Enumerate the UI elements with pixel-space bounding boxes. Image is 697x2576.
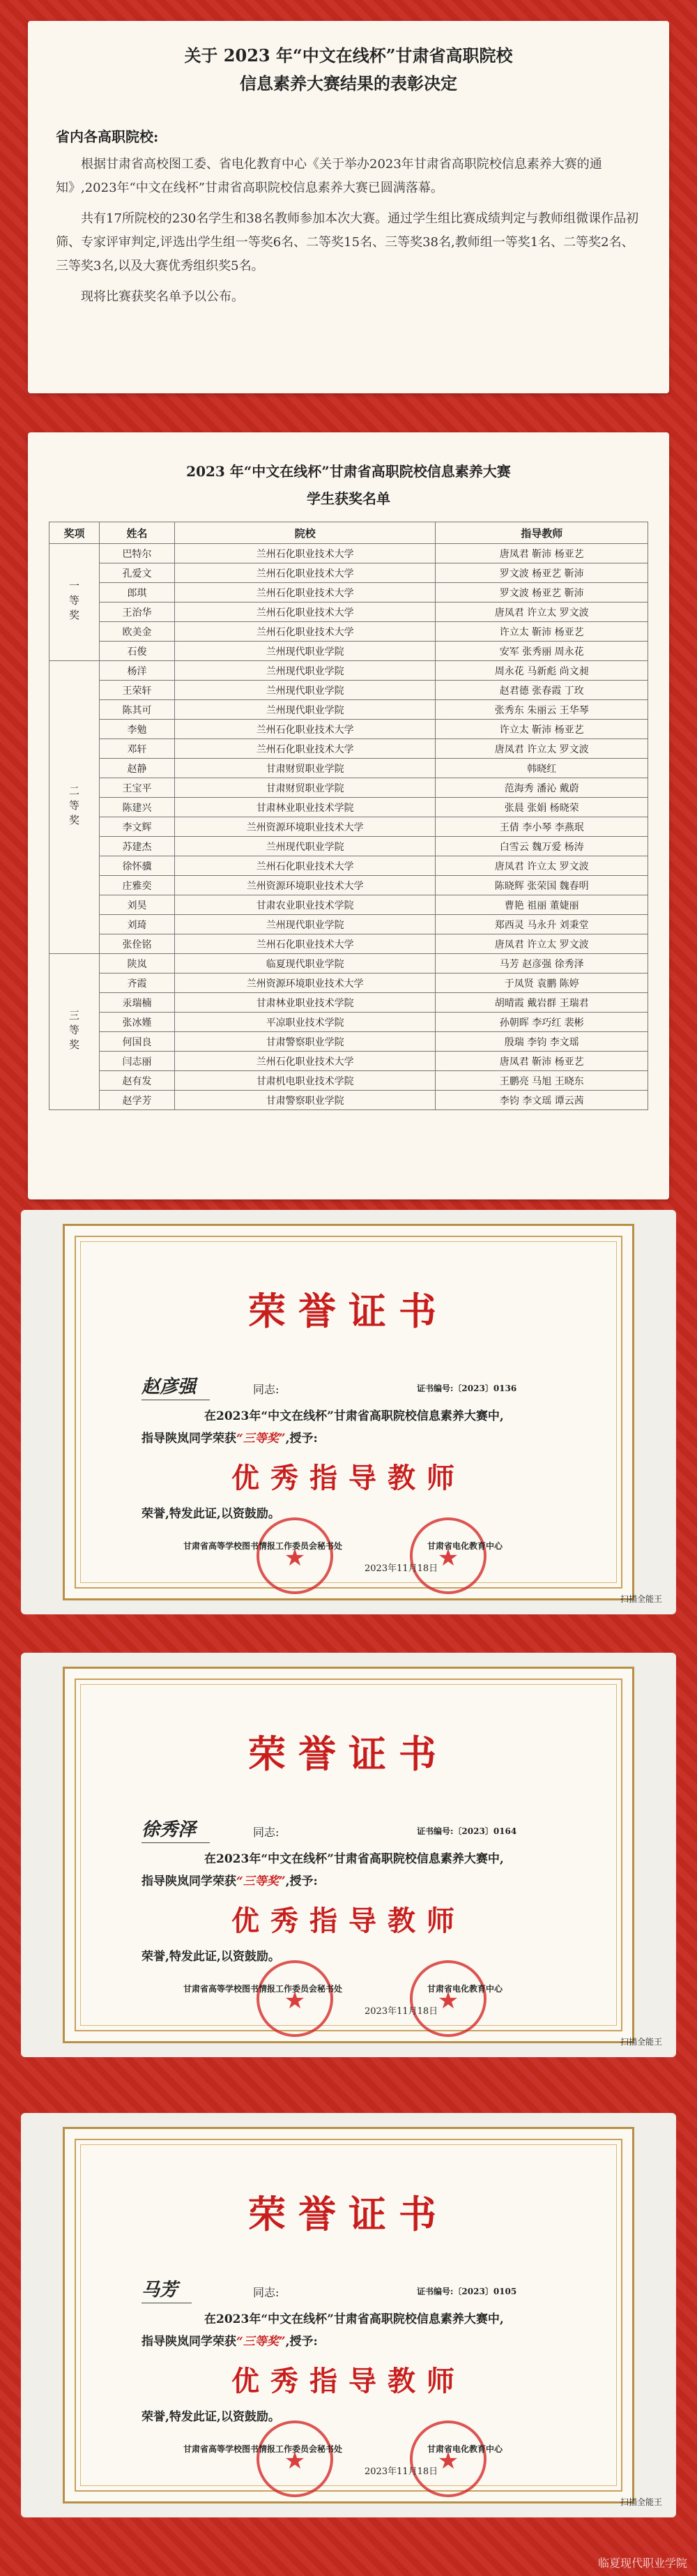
certificate-line-1: 在2023年“中文在线杯”甘肃省高职院校信息素养大赛中, (204, 1852, 504, 1866)
line2-suffix: ,授予: (285, 1874, 318, 1888)
issue-date: 2023年11月18日 (365, 1563, 438, 1574)
school-cell: 兰州现代职业学院 (174, 700, 436, 720)
name-cell: 苏建杰 (100, 837, 175, 856)
table-row (49, 1091, 648, 1110)
teacher-cell: 郑西灵 马永升 刘秉堂 (436, 915, 648, 934)
rank-cell: 一等奖 (49, 544, 100, 661)
official-seal-2 (410, 1517, 487, 1594)
school-cell: 甘肃林业职业技术学院 (174, 798, 436, 817)
school-cell: 兰州资源环境职业技术大学 (174, 973, 436, 993)
issuer-1: 甘肃省高等学校图书情报工作委员会秘书处 (183, 1541, 343, 1551)
certificate (63, 1224, 634, 1600)
award-level: “三等奖” (236, 1432, 286, 1446)
table-row (49, 603, 648, 622)
school-cell: 甘肃财贸职业学院 (174, 759, 436, 778)
name-cell: 王宝平 (100, 778, 175, 798)
teacher-cell: 孙朝晖 李巧红 裴彬 (436, 1013, 648, 1032)
header-teacher: 指导教师 (436, 522, 648, 544)
notice-paragraph-3: 现将比赛获奖名单予以公布。 (81, 289, 244, 304)
teacher-cell: 于凤贤 袁鹏 陈婷 (436, 973, 648, 993)
header-name: 姓名 (100, 522, 175, 544)
table-row (49, 1071, 648, 1091)
table-header-row (49, 522, 648, 544)
name-cell: 赵学芳 (100, 1091, 175, 1110)
teacher-cell: 唐凤君 靳沛 杨亚艺 (436, 1052, 648, 1071)
line2-suffix: ,授予: (285, 1432, 318, 1446)
certificate-number: 证书编号:〔2023〕0136 (417, 1384, 517, 1393)
name-cell: 陈建兴 (100, 798, 175, 817)
table-row (49, 544, 648, 563)
encouragement: 荣誉,特发此证,以资鼓励。 (141, 1507, 280, 1521)
school-cell: 兰州石化职业技术大学 (174, 856, 436, 876)
issuer-1: 甘肃省高等学校图书情报工作委员会秘书处 (183, 2444, 343, 2454)
award-level: “三等奖” (236, 2335, 286, 2349)
name-cell: 赵有发 (100, 1071, 175, 1091)
school-cell: 兰州石化职业技术大学 (174, 544, 436, 563)
table-row (49, 798, 648, 817)
school-cell: 甘肃财贸职业学院 (174, 778, 436, 798)
school-cell: 平凉职业技术学院 (174, 1013, 436, 1032)
certificate-heading: 荣誉证书 (248, 2192, 449, 2236)
table-row (49, 1052, 648, 1071)
teacher-cell: 胡晴霞 戴岩群 王瑞君 (436, 993, 648, 1013)
certificate (63, 2127, 634, 2503)
line2-prefix: 指导陕岚同学荣获 (141, 1874, 236, 1888)
table-row (49, 1013, 648, 1032)
certificate-card-2 (21, 1653, 676, 2057)
rank-cell: 三等奖 (49, 954, 100, 1110)
certificate-line-2 (141, 2331, 318, 2349)
teacher-cell: 韩晓红 (436, 759, 648, 778)
name-cell: 李文辉 (100, 817, 175, 837)
teacher-cell: 李钧 李文瑶 谭云茜 (436, 1091, 648, 1110)
name-cell: 张冰嫤 (100, 1013, 175, 1032)
school-cell: 兰州石化职业技术大学 (174, 934, 436, 954)
table-row (49, 876, 648, 895)
teacher-cell: 罗文波 杨亚艺 靳沛 (436, 583, 648, 603)
name-cell: 汞瑞楠 (100, 993, 175, 1013)
table-row (49, 661, 648, 681)
star-icon: ★ (284, 1544, 306, 1572)
name-cell: 石俊 (100, 642, 175, 661)
table-row (49, 642, 648, 661)
school-cell: 兰州石化职业技术大学 (174, 583, 436, 603)
header-rank: 奖项 (49, 522, 100, 544)
award-table (49, 522, 648, 1110)
star-icon: ★ (437, 1544, 459, 1572)
teacher-cell: 马芳 赵彦强 徐秀泽 (436, 954, 648, 973)
name-cell: 刘琦 (100, 915, 175, 934)
honor-title: 优秀指导教师 (231, 2365, 466, 2397)
issuer-2: 甘肃省电化教育中心 (427, 1984, 503, 1994)
table-row (49, 681, 648, 700)
teacher-cell: 唐凤君 许立太 罗文波 (436, 934, 648, 954)
issuer-2: 甘肃省电化教育中心 (427, 1541, 503, 1551)
teacher-cell: 罗文波 杨亚艺 靳沛 (436, 563, 648, 583)
notice-title-line2: 信息素养大赛结果的表彰决定 (240, 73, 457, 93)
table-row (49, 739, 648, 759)
notice-salutation: 省内各高职院校: (56, 128, 159, 145)
school-cell: 兰州现代职业学院 (174, 837, 436, 856)
name-cell: 庄雅奕 (100, 876, 175, 895)
official-seal-2 (410, 1960, 487, 2037)
issuer-1: 甘肃省高等学校图书情报工作委员会秘书处 (183, 1984, 343, 1994)
school-cell: 临夏现代职业学院 (174, 954, 436, 973)
teacher-cell: 王鹏亮 马旭 王晓东 (436, 1071, 648, 1091)
certificate-line-2 (141, 1871, 318, 1888)
encouragement: 荣誉,特发此证,以资鼓励。 (141, 2410, 280, 2424)
school-cell: 甘肃机电职业技术学院 (174, 1071, 436, 1091)
table-row (49, 895, 648, 915)
table-row (49, 622, 648, 642)
watermark-text: 临夏现代职业学院 (597, 2556, 687, 2570)
notice-paragraph-2: 共有17所院校的230名学生和38名教师参加本次大赛。通过学生组比赛成绩判定与教师组微课作品初筛、专家评审判定,评选出学生组一等奖6名、二等奖15名、三等奖38名,教师组一等奖1名、二等奖2名、三等奖3名,以及大赛优秀组织奖5名。 (56, 211, 639, 273)
name-cell: 孔爱文 (100, 563, 175, 583)
school-cell: 甘肃警察职业学院 (174, 1032, 436, 1052)
name-cell: 陈其可 (100, 700, 175, 720)
table-row (49, 1032, 648, 1052)
recipient-name: 徐秀泽 (141, 1815, 210, 1843)
teacher-cell: 赵君德 张春霞 丁玫 (436, 681, 648, 700)
name-cell: 闫志丽 (100, 1052, 175, 1071)
teacher-cell: 张晨 张娟 杨晓荣 (436, 798, 648, 817)
line2-prefix: 指导陕岚同学荣获 (141, 1432, 236, 1446)
name-cell: 齐霞 (100, 973, 175, 993)
table-row (49, 954, 648, 973)
rank-cell: 二等奖 (49, 661, 100, 954)
teacher-cell: 唐凤君 许立太 罗文波 (436, 856, 648, 876)
name-cell: 徐怀骥 (100, 856, 175, 876)
table-row (49, 837, 648, 856)
table-row (49, 973, 648, 993)
name-cell: 李勉 (100, 720, 175, 739)
scan-app-badge: 扫描全能王 (620, 2037, 662, 2047)
certificate-line-2 (141, 1428, 318, 1446)
certificate-card-1 (21, 1210, 676, 1614)
school-cell: 兰州石化职业技术大学 (174, 1052, 436, 1071)
certificate-line-1: 在2023年“中文在线杯”甘肃省高职院校信息素养大赛中, (204, 2312, 504, 2326)
school-cell: 兰州现代职业学院 (174, 642, 436, 661)
greeting: 同志: (253, 1826, 279, 1839)
name-cell: 刘昊 (100, 895, 175, 915)
name-cell: 王荣轩 (100, 681, 175, 700)
official-seal-1 (256, 1960, 333, 2037)
name-cell: 赵静 (100, 759, 175, 778)
award-level: “三等奖” (236, 1874, 286, 1888)
certificate-line-1: 在2023年“中文在线杯”甘肃省高职院校信息素养大赛中, (204, 1409, 504, 1423)
teacher-cell: 白雪云 魏万爱 杨涛 (436, 837, 648, 856)
teacher-cell: 范海秀 潘沁 戴蔚 (436, 778, 648, 798)
table-row (49, 778, 648, 798)
table-row (49, 563, 648, 583)
name-cell: 何国良 (100, 1032, 175, 1052)
star-icon: ★ (284, 2447, 306, 2475)
star-icon: ★ (437, 1987, 459, 2015)
name-cell: 杨洋 (100, 661, 175, 681)
table-title: 2023 年“中文在线杯”甘肃省高职院校信息素养大赛 (186, 463, 511, 480)
teacher-cell: 唐凤君 许立太 罗文波 (436, 739, 648, 759)
table-row (49, 856, 648, 876)
school-cell: 兰州石化职业技术大学 (174, 622, 436, 642)
line2-suffix: ,授予: (285, 2335, 318, 2349)
school-cell: 兰州石化职业技术大学 (174, 603, 436, 622)
teacher-cell: 殷瑞 李钧 李文瑶 (436, 1032, 648, 1052)
table-row (49, 583, 648, 603)
teacher-cell: 周永花 马新彪 尚文昶 (436, 661, 648, 681)
encouragement: 荣誉,特发此证,以资鼓励。 (141, 1950, 280, 1964)
table-row (49, 915, 648, 934)
certificate-number: 证书编号:〔2023〕0164 (417, 1826, 517, 1836)
greeting: 同志: (253, 2286, 279, 2299)
star-icon: ★ (284, 1987, 306, 2015)
certificate (63, 1667, 634, 2043)
name-cell: 巴特尔 (100, 544, 175, 563)
school-cell: 兰州现代职业学院 (174, 915, 436, 934)
teacher-cell: 陈晓辉 张荣国 魏春明 (436, 876, 648, 895)
table-subtitle: 学生获奖名单 (307, 490, 390, 507)
issue-date: 2023年11月18日 (365, 2467, 438, 2477)
recipient-name: 马芳 (141, 2275, 192, 2303)
school-cell: 兰州石化职业技术大学 (174, 563, 436, 583)
notice-paragraph-1: 根据甘肃省高校图工委、省电化教育中心《关于举办2023年甘肃省高职院校信息素养大赛的通知》,2023年“中文在线杯”甘肃省高职院校信息素养大赛已圆满落幕。 (56, 157, 602, 195)
table-row (49, 817, 648, 837)
school-cell: 兰州石化职业技术大学 (174, 720, 436, 739)
certificate-number: 证书编号:〔2023〕0105 (417, 2287, 517, 2296)
teacher-cell: 王倩 李小琴 李燕珉 (436, 817, 648, 837)
award-table-body (49, 544, 648, 1110)
school-cell: 甘肃农业职业技术学院 (174, 895, 436, 915)
teacher-cell: 唐凤君 许立太 罗文波 (436, 603, 648, 622)
school-cell: 兰州现代职业学院 (174, 681, 436, 700)
official-seal-2 (410, 2420, 487, 2497)
name-cell: 欧美金 (100, 622, 175, 642)
school-cell: 甘肃警察职业学院 (174, 1091, 436, 1110)
table-row (49, 993, 648, 1013)
teacher-cell: 张秀东 朱丽云 王华琴 (436, 700, 648, 720)
official-seal-1 (256, 1517, 333, 1594)
star-icon: ★ (437, 2447, 459, 2475)
teacher-cell: 安军 张秀丽 周永花 (436, 642, 648, 661)
line2-prefix: 指导陕岚同学荣获 (141, 2335, 236, 2349)
recipient-name: 赵彦强 (141, 1372, 210, 1400)
issue-date: 2023年11月18日 (365, 2006, 438, 2017)
table-row (49, 720, 648, 739)
table-row (49, 700, 648, 720)
name-cell: 邓轩 (100, 739, 175, 759)
certificate-heading: 荣誉证书 (248, 1732, 449, 1776)
teacher-cell: 曹艳 祖丽 董婕丽 (436, 895, 648, 915)
header-school: 院校 (174, 522, 436, 544)
table-row (49, 759, 648, 778)
teacher-cell: 唐凤君 靳沛 杨亚艺 (436, 544, 648, 563)
honor-title: 优秀指导教师 (231, 1904, 466, 1937)
school-cell: 兰州石化职业技术大学 (174, 739, 436, 759)
name-cell: 郎琪 (100, 583, 175, 603)
official-seal-1 (256, 2420, 333, 2497)
greeting: 同志: (253, 1383, 279, 1396)
certificate-card-3 (21, 2113, 676, 2517)
school-cell: 兰州现代职业学院 (174, 661, 436, 681)
school-cell: 兰州资源环境职业技术大学 (174, 817, 436, 837)
certificate-heading: 荣誉证书 (248, 1289, 449, 1333)
table-row (49, 934, 648, 954)
student-award-list (28, 432, 669, 1199)
teacher-cell: 许立太 靳沛 杨亚艺 (436, 622, 648, 642)
school-cell: 甘肃林业职业技术学院 (174, 993, 436, 1013)
name-cell: 王治华 (100, 603, 175, 622)
school-cell: 兰州资源环境职业技术大学 (174, 876, 436, 895)
issuer-2: 甘肃省电化教育中心 (427, 2444, 503, 2454)
honor-title: 优秀指导教师 (231, 1462, 466, 1494)
scan-app-badge: 扫描全能王 (620, 1594, 662, 1604)
commendation-notice (28, 21, 669, 393)
scan-app-badge: 扫描全能王 (620, 2497, 662, 2507)
teacher-cell: 许立太 靳沛 杨亚艺 (436, 720, 648, 739)
name-cell: 陕岚 (100, 954, 175, 973)
notice-title-line1: 关于 2023 年“中文在线杯”甘肃省高职院校 (184, 45, 513, 66)
name-cell: 张佺铭 (100, 934, 175, 954)
